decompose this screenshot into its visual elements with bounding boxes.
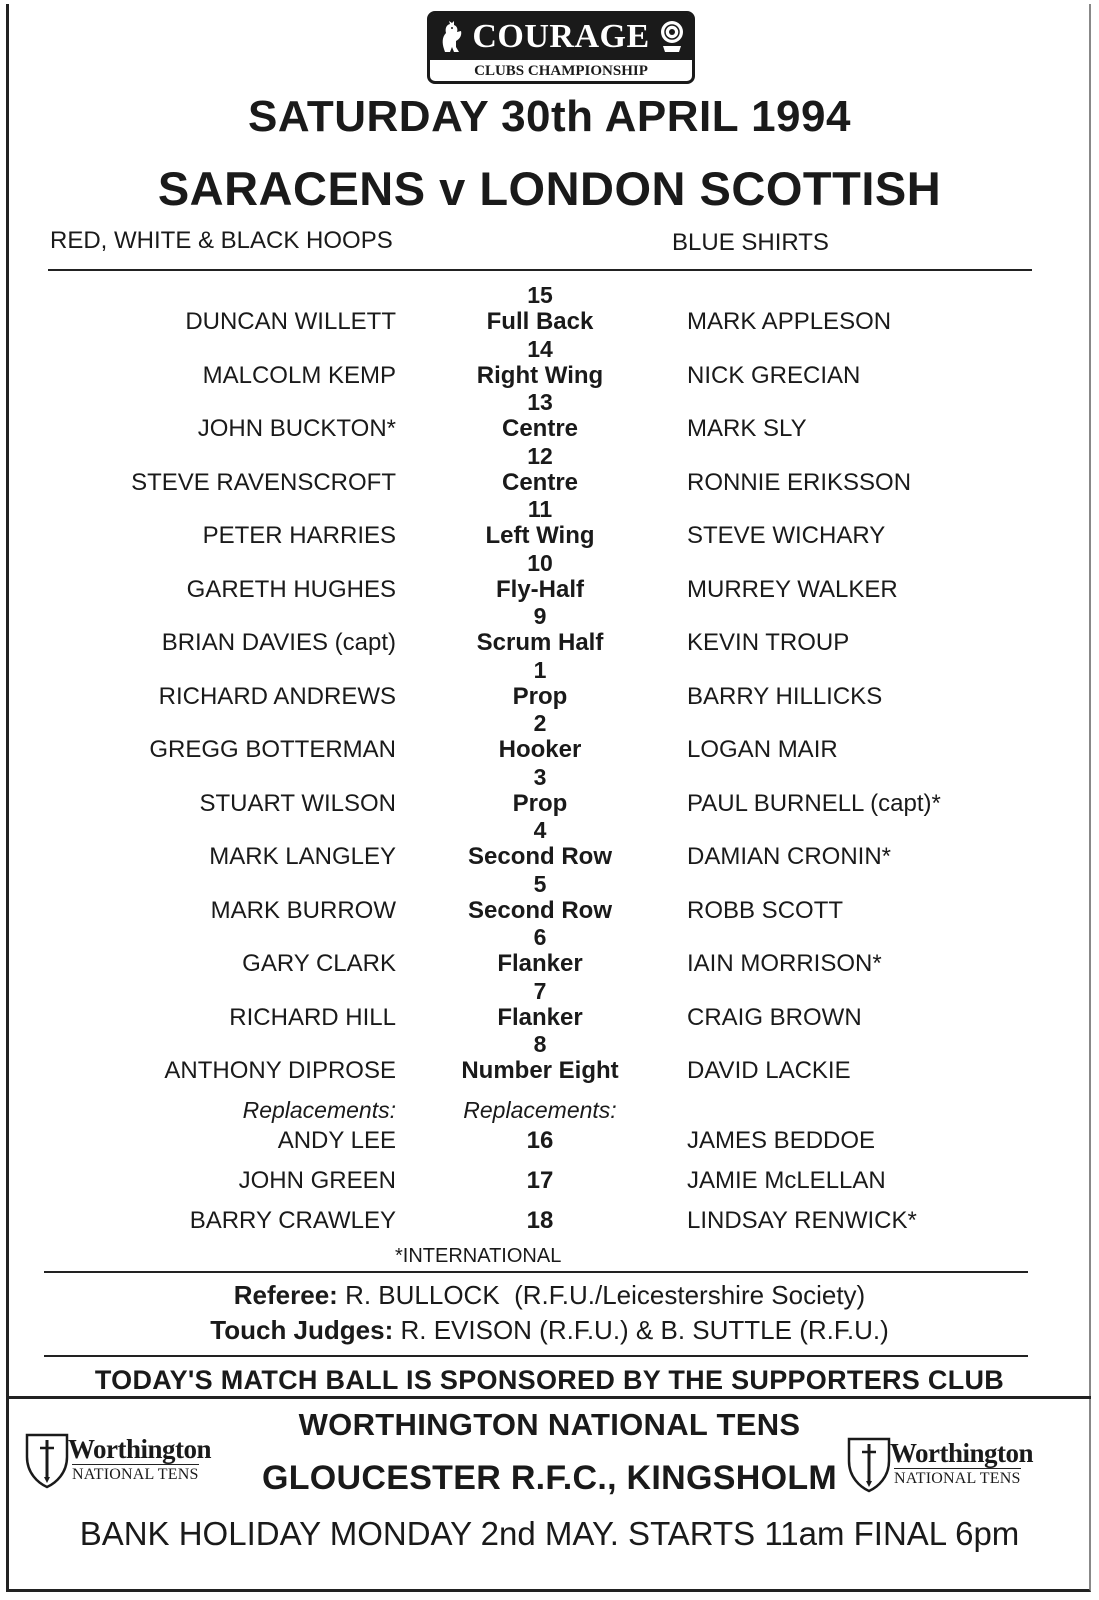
position-label: Second Row [467, 843, 612, 870]
replacement-number: 16 [526, 1127, 554, 1154]
position-label: Centre [501, 415, 579, 442]
position-label: Second Row [467, 896, 612, 924]
shirt-number: 4 [533, 817, 547, 843]
position-label: Prop [512, 789, 568, 817]
lineup-row [0, 603, 1099, 657]
away-player: DAMIAN CRONIN* [687, 843, 892, 870]
away-player: MARK SLY [687, 415, 807, 442]
away-player: MARK APPLESON [687, 308, 892, 335]
replacement-number: 17 [526, 1167, 554, 1194]
shirt-number: 14 [527, 335, 553, 362]
shirt-number: 6 [533, 924, 547, 950]
touch-judges-names: R. EVISON (R.F.U.) & B. SUTTLE (R.F.U.) [400, 1315, 889, 1345]
shirt-number: 10 [527, 549, 553, 576]
worthington-logo-right [846, 1435, 1056, 1493]
replacement-row [0, 1167, 1099, 1199]
home-player: MARK BURROW [210, 896, 396, 924]
replacement-row [0, 1127, 1099, 1159]
home-replacement: BARRY CRAWLEY [189, 1207, 396, 1234]
position-label: Left Wing [485, 522, 595, 549]
away-player: PAUL BURNELL (capt)* [687, 789, 941, 817]
lineup-row [0, 1031, 1099, 1085]
shirt-number: 5 [533, 870, 547, 897]
lineup-row [0, 710, 1099, 764]
home-player: DUNCAN WILLETT [185, 308, 396, 335]
match-date: SATURDAY 30th APRIL 1994 [248, 92, 851, 141]
shirt-number: 2 [533, 710, 547, 736]
worthington-wordmark: Worthington [68, 1434, 212, 1464]
worthington-logo-left [24, 1431, 234, 1489]
logo-subtitle: CLUBS CHAMPIONSHIP [474, 63, 648, 79]
away-replacement: JAMIE McLELLAN [687, 1167, 886, 1194]
home-player: STEVE RAVENSCROFT [131, 468, 396, 496]
lineup-row [0, 443, 1099, 497]
event-title: WORTHINGTON NATIONAL TENS [298, 1407, 801, 1442]
lineup-row [0, 978, 1099, 1032]
home-player: BRIAN DAVIES (capt) [161, 629, 396, 656]
referee-label: Referee: [233, 1280, 338, 1310]
position-label: Fly-Half [495, 575, 584, 603]
away-replacement: LINDSAY RENWICK* [687, 1207, 917, 1234]
logo-word: COURAGE [472, 18, 650, 55]
touch-judges-line [0, 1314, 1099, 1346]
shield-sword-icon [846, 1435, 892, 1493]
home-colours: RED, WHITE & BLACK HOOPS [50, 227, 393, 254]
home-replacement: ANDY LEE [277, 1127, 396, 1154]
lineup-row [0, 871, 1099, 925]
sponsor-divider [44, 1355, 1028, 1357]
home-player: STUART WILSON [199, 789, 396, 817]
shield-sword-icon [24, 1431, 70, 1489]
shirt-number: 1 [533, 656, 547, 683]
cockerel-icon [436, 19, 466, 55]
away-player: DAVID LACKIE [687, 1057, 851, 1084]
fixture-title: SARACENS v LONDON SCOTTISH [157, 162, 942, 215]
header-divider [48, 269, 1032, 271]
position-label: Flanker [497, 1003, 583, 1031]
position-label: Right Wing [476, 361, 604, 389]
home-replacement: JOHN GREEN [238, 1167, 396, 1194]
replacement-number: 18 [526, 1207, 554, 1234]
position-label: Scrum Half [476, 629, 604, 656]
home-player: GARETH HUGHES [186, 575, 396, 603]
away-player: IAIN MORRISON* [687, 950, 882, 977]
lineup-row [0, 496, 1099, 550]
replacement-row [0, 1207, 1099, 1239]
replacements-label-home: Replacements: [242, 1097, 396, 1123]
home-player: RICHARD ANDREWS [158, 682, 396, 710]
shirt-number: 15 [527, 282, 553, 308]
event-venue: GLOUCESTER R.F.C., KINGSHOLM [261, 1459, 838, 1497]
logo-banner [430, 14, 692, 60]
away-player: ROBB SCOTT [687, 896, 844, 924]
shirt-number: 7 [533, 977, 547, 1004]
home-player: GREGG BOTTERMAN [149, 736, 396, 763]
away-player: STEVE WICHARY [687, 522, 886, 549]
international-note: *INTERNATIONAL [395, 1245, 562, 1267]
officials-divider [44, 1271, 1028, 1273]
away-player: KEVIN TROUP [687, 629, 850, 656]
shirt-number: 13 [527, 389, 553, 415]
away-player: CRAIG BROWN [687, 1003, 862, 1031]
shirt-number: 8 [533, 1031, 547, 1057]
home-player: MARK LANGLEY [209, 843, 396, 870]
away-player: RONNIE ERIKSSON [687, 468, 912, 496]
lineup-row [0, 389, 1099, 443]
home-player: GARY CLARK [242, 950, 396, 977]
lineup-row [0, 336, 1099, 390]
courage-logo [427, 11, 695, 84]
home-player: MALCOLM KEMP [202, 361, 396, 389]
away-colours: BLUE SHIRTS [672, 229, 829, 256]
worthington-wordmark: Worthington [890, 1438, 1034, 1468]
away-replacement: JAMES BEDDOE [687, 1127, 876, 1154]
away-player: BARRY HILLICKS [687, 682, 883, 710]
lineup-row [0, 817, 1099, 871]
position-label: Number Eight [461, 1057, 619, 1084]
lineup-row [0, 764, 1099, 818]
lineup-row [0, 657, 1099, 711]
sponsor-notice: TODAY'S MATCH BALL IS SPONSORED BY THE SUPPORTERS CLUB [94, 1365, 1005, 1395]
position-label: Prop [512, 682, 568, 710]
shirt-number: 3 [533, 763, 547, 790]
away-player: NICK GRECIAN [687, 361, 861, 389]
event-divider [6, 1396, 1091, 1399]
lineup-row [0, 282, 1099, 336]
touch-judges-label: Touch Judges: [210, 1315, 394, 1345]
rose-icon [656, 19, 688, 55]
position-label: Flanker [497, 950, 583, 977]
replacements-label-centre: Replacements: [463, 1097, 617, 1123]
national-tens-label: NATIONAL TENS [894, 1470, 1021, 1487]
event-date: BANK HOLIDAY MONDAY 2nd MAY. STARTS 11am FINAL 6pm [79, 1515, 1020, 1552]
referee-line [0, 1279, 1099, 1311]
position-label: Full Back [486, 308, 594, 335]
home-player: PETER HARRIES [202, 522, 396, 549]
lineup-row [0, 924, 1099, 978]
home-player: ANTHONY DIPROSE [164, 1057, 396, 1084]
position-label: Hooker [498, 736, 582, 763]
national-tens-label: NATIONAL TENS [72, 1466, 199, 1483]
home-player: JOHN BUCKTON* [197, 415, 396, 442]
lineup-row [0, 550, 1099, 604]
referee-name: R. BULLOCK (R.F.U./Leicestershire Society) [345, 1280, 866, 1310]
shirt-number: 12 [527, 442, 553, 469]
position-label: Centre [501, 468, 579, 496]
home-player: RICHARD HILL [229, 1003, 396, 1031]
away-player: LOGAN MAIR [687, 736, 838, 763]
away-player: MURREY WALKER [687, 575, 898, 603]
shirt-number: 9 [533, 603, 547, 629]
shirt-number: 11 [527, 496, 553, 522]
